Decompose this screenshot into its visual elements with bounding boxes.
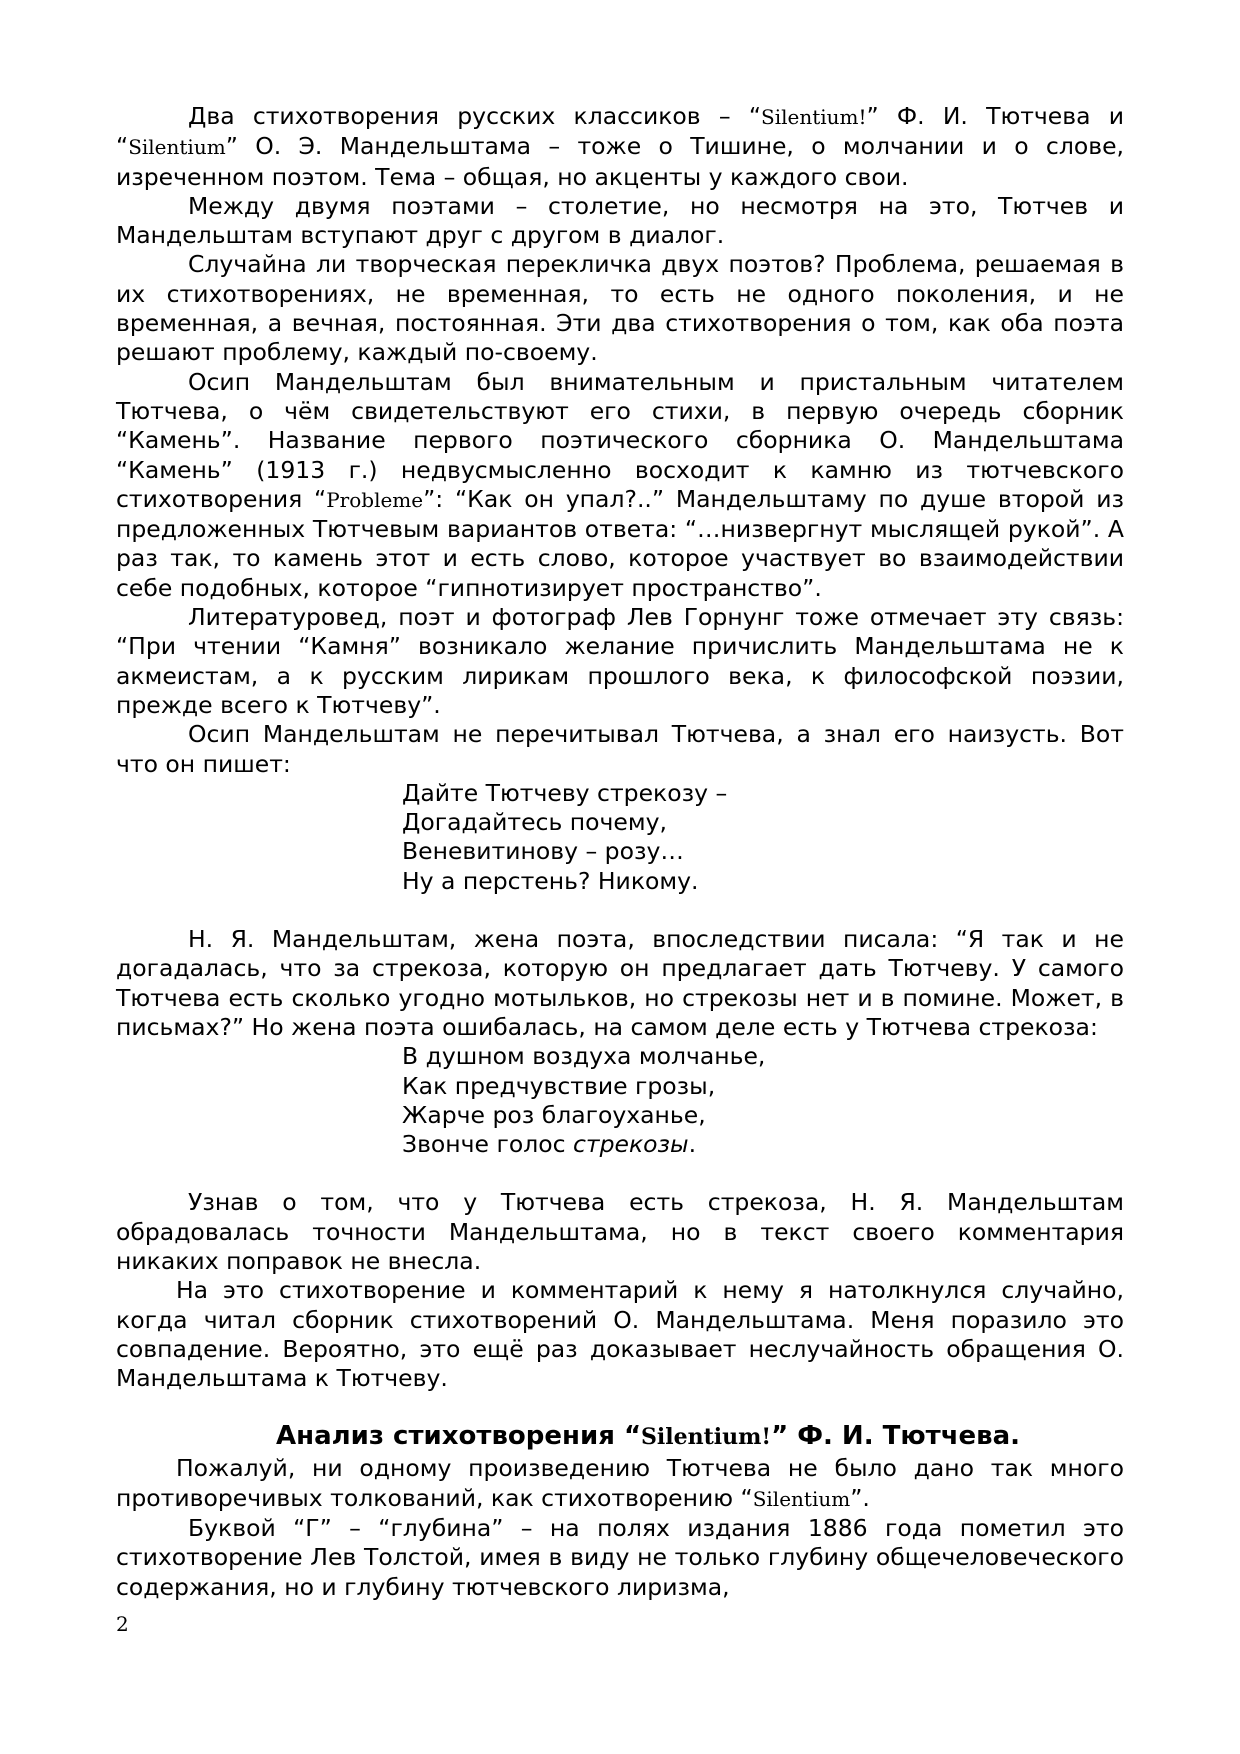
- paragraph-nadezhda: Н. Я. Мандельштам, жена поэта, впоследствии писала: “Я так и не догадалась, что за стрекоза, которую он предлагает дать Тютчеву. У самого Тютчева есть сколько угодно мотыльков, но стрекозы нет и в помине. Может, в письмах?” Но жена поэта ошибалась, на самом деле есть у Тютчева стрекоза:: [116, 925, 1124, 1041]
- paragraph-dialogue: Случайна ли творческая перекличка двух поэтов? Проблема, решаемая в их стихотворениях, не временная, то есть не одного поколения, и не временная, а вечная, постоянная. Эти два стихотворения о том, как оба поэта решают проблему, каждый по-своему.: [116, 250, 1124, 367]
- paragraph-interpretations: Пожалуй, ни одному произведению Тютчева не было дано так много противоречивых толкований, как стихотворению “Silentium”.: [116, 1454, 1124, 1512]
- document-page: [116, 102, 1124, 1662]
- poem-line: Дайте Тютчеву стрекозу –: [402, 778, 728, 807]
- poem-line: Жарче роз благоуханье,: [402, 1100, 706, 1129]
- paragraph-century: Между двумя поэтами – столетие, но несмотря на это, Тютчев и Мандельштам вступают друг с другом в диалог.: [116, 191, 1124, 250]
- paragraph-kamen: Осип Мандельштам был внимательным и пристальным читателем Тютчева, о чём свидетельствуют его стихи, в первую очередь сборник “Камень”. Название первого поэтического сборника О. Мандельштама “Камень” (1913 г.) недвусмысленно восходит к камню из тютчевского стихотворения “Probleme”: “Как он упал?..” Мандельштаму по душе второй из предложенных Тютчевым вариантов ответа: “…низвергнут мыслящей рукой”. А раз так, то камень этот и есть слово, которое участвует во взаимодействии себе подобных, которое “гипнотизирует пространство”.: [116, 367, 1124, 602]
- paragraph-tolstoy: Буквой “Г” – “глубина” – на полях издания 1886 года пометил это стихотворение Лев Толстой, имея в виду не только глубину общечеловеческого содержания, но и глубину тютчевского лиризма,: [116, 1514, 1124, 1601]
- poem-groza: [402, 1042, 1124, 1159]
- poem-strekoza: [402, 779, 1124, 896]
- poem-line: В душном воздуха молчанье,: [402, 1042, 766, 1071]
- poem-line: Догадайтесь почему,: [402, 808, 667, 837]
- paragraph-gornung: Литературовед, поэт и фотограф Лев Горнунг тоже отмечает эту связь: “При чтении “Камня” возникало желание причислить Мандельштама не к акмеистам, а к русским лирикам прошлого века, к философской поэзии, прежде всего к Тютчеву”.: [116, 603, 1124, 719]
- spacer: [116, 1159, 1124, 1188]
- page-number: 2: [116, 1612, 129, 1636]
- section-heading: Анализ стихотворения “Silentium!” Ф. И. Тютчева.: [276, 1421, 1021, 1452]
- spacer: [116, 896, 1124, 925]
- paragraph-intro: Два стихотворения русских классиков – “Silentium!” Ф. И. Тютчева и “Silentium” О. Э. Мандельштама – тоже о Тишине, о молчании и о слове, изреченном поэтом. Тема – общая, но акценты у каждого свои.: [116, 102, 1125, 191]
- poem-line: Веневитинову – розу…: [402, 837, 684, 866]
- paragraph-coincidence: На это стихотворение и комментарий к нему я натолкнулся случайно, когда читал сборник стихотворений О. Мандельштама. Меня поразило это совпадение. Вероятно, это ещё раз доказывает неслучайность обращения О. Мандельштама к Тютчеву.: [116, 1276, 1124, 1393]
- poem-line: Ну а перстень? Никому.: [402, 866, 699, 895]
- emphasis-strekozy: стрекозы: [572, 1130, 689, 1159]
- paragraph-by-heart: Осип Мандельштам не перечитывал Тютчева, а знал его наизусть. Вот что он пишет:: [116, 720, 1124, 778]
- paragraph-found-out: Узнав о том, что у Тютчева есть стрекоза, Н. Я. Мандельштам обрадовалась точности Мандельштама, но в текст своего комментария никаких поправок не внесла.: [116, 1188, 1124, 1275]
- poem-line: Как предчувствие грозы,: [402, 1071, 716, 1100]
- poem-line: Звонче голос стрекозы.: [402, 1130, 697, 1159]
